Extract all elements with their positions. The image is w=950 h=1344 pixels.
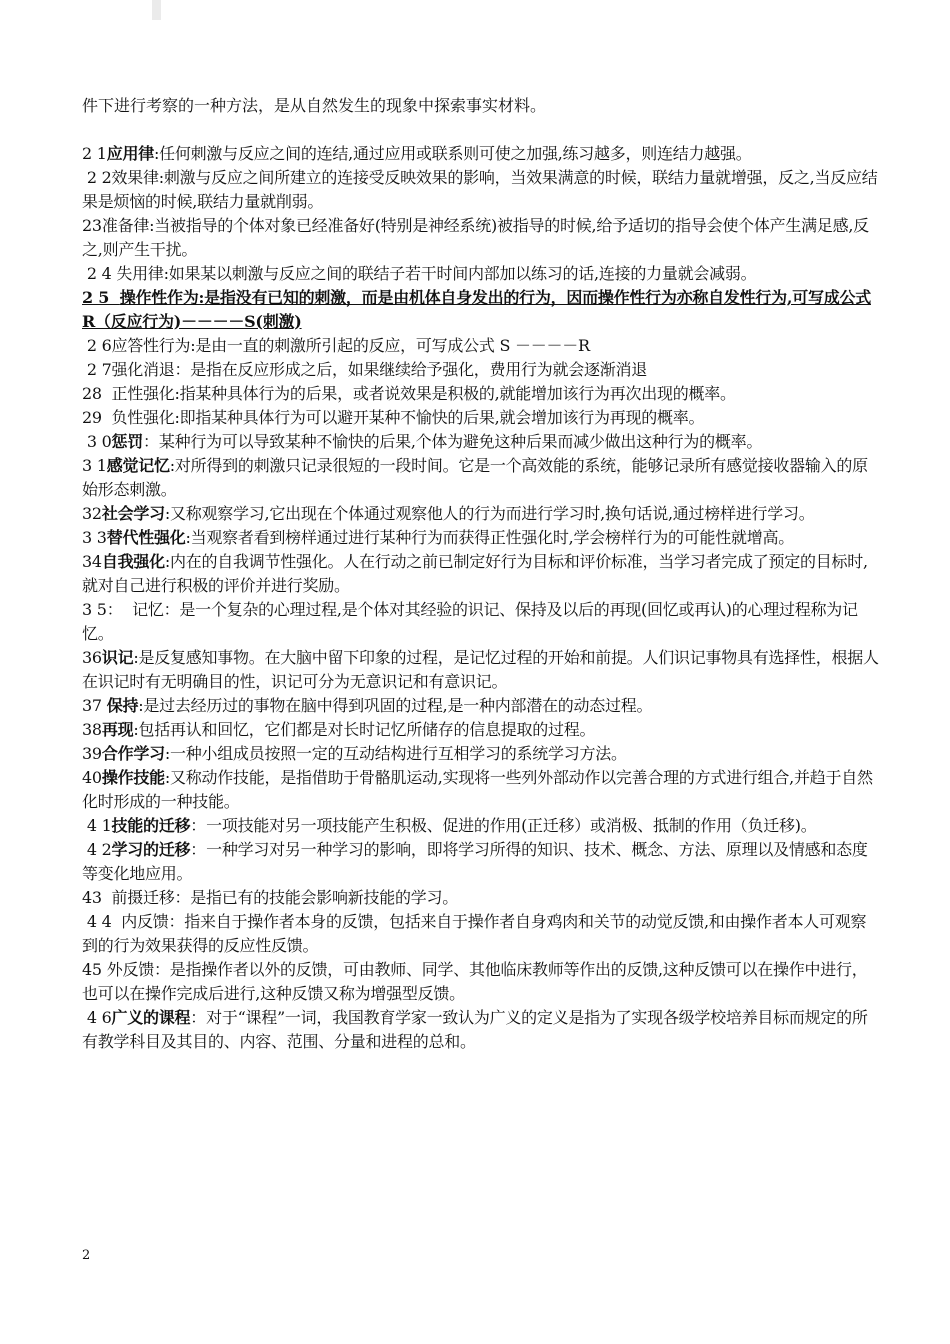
entry-separator: : bbox=[164, 768, 171, 787]
definition-list bbox=[82, 142, 882, 1054]
entry-definition: 内反馈：指来自于操作者本身的反馈，包括来自于操作者自身鸡肉和关节的动觉反馈,和由操作者本人可观察到的行为效果获得的反应性反馈。 bbox=[82, 912, 867, 955]
entry-number: 38 bbox=[82, 720, 102, 739]
entry-number: 2 6 bbox=[82, 336, 112, 355]
entry-number: 34 bbox=[82, 552, 102, 571]
entry-number: 23 bbox=[82, 216, 102, 235]
entry-number: 2 1 bbox=[82, 144, 107, 163]
definition-entry bbox=[82, 214, 882, 262]
definition-entry bbox=[82, 358, 882, 382]
entry-number: 3 0 bbox=[82, 432, 112, 451]
entry-definition: 对于“课程”一词，我国教育学家一致认为广义的定义是指为了实现各级学校培养目标而规定的所有教学科目及其目的、内容、范围、分量和进程的总和。 bbox=[82, 1008, 868, 1051]
entry-number: 4 6 bbox=[82, 1008, 112, 1027]
entry-definition: 记忆：是一个复杂的心理过程,是个体对其经验的识记、保持及以后的再现(回忆或再认)的心理过程称为记忆。 bbox=[82, 600, 858, 643]
entry-definition: 某种行为可以导致某种不愉快的后果,个体为避免这种后果而减少做出这种行为的概率。 bbox=[158, 432, 763, 451]
entry-definition: 是反复感知事物。在大脑中留下印象的过程，是记忆过程的开始和前提。人们识记事物具有选择性，根据人在识记时有无明确目的性，识记可分为无意识记和有意识记。 bbox=[82, 648, 879, 691]
definition-entry bbox=[82, 502, 882, 526]
entry-term: 惩罚 bbox=[111, 432, 144, 451]
definition-entry bbox=[82, 382, 882, 406]
entry-term: 操作技能 bbox=[101, 768, 165, 787]
entry-separator: : bbox=[164, 552, 171, 571]
entry-definition: 任何刺激与反应之间的连结,通过应用或联系则可使之加强,练习越多，则连结力越强。 bbox=[159, 144, 752, 163]
definition-entry bbox=[82, 1006, 882, 1054]
definition-entry bbox=[82, 166, 882, 214]
entry-separator: : bbox=[133, 648, 139, 667]
entry-number: 45 bbox=[82, 960, 107, 979]
entry-term: 操作性作为 bbox=[119, 288, 199, 307]
definition-entry bbox=[82, 454, 882, 502]
entry-term: 社会学习 bbox=[101, 504, 165, 523]
entry-definition: 负性强化:即指某种具体行为可以避开某种不愉快的后果,就会增加该行为再现的概率。 bbox=[111, 408, 705, 427]
entry-separator: ： bbox=[190, 840, 207, 859]
entry-separator: ： bbox=[190, 816, 207, 835]
definition-entry bbox=[82, 910, 882, 958]
entry-definition: 外反馈：是指操作者以外的反馈，可由教师、同学、其他临床教师等作出的反馈,这种反馈可以在操作中进行，也可以在操作完成后进行,这种反馈又称为增强型反馈。 bbox=[82, 960, 868, 1003]
definition-entry bbox=[82, 598, 882, 646]
entry-definition: 对所得到的刺激只记录很短的一段时间。它是一个高效能的系统，能够记录所有感觉接收器输入的原始形态刺激。 bbox=[82, 456, 868, 499]
entry-term: 识记 bbox=[101, 648, 134, 667]
entry-separator: : bbox=[185, 528, 191, 547]
definition-entry bbox=[82, 694, 882, 718]
definition-entry bbox=[82, 742, 882, 766]
entry-number: 2 5 bbox=[82, 288, 120, 307]
entry-number: 36 bbox=[82, 648, 102, 667]
entry-number: 4 2 bbox=[82, 840, 112, 859]
entry-number: 2 4 bbox=[82, 264, 117, 283]
entry-number: 2 2 bbox=[82, 168, 112, 187]
entry-term: 再现 bbox=[101, 720, 134, 739]
entry-definition: 一项技能对另一项技能产生积极、促进的作用(正迁移）或消极、抵制的作用（负迁移)。 bbox=[206, 816, 817, 835]
definition-entry bbox=[82, 262, 882, 286]
entry-definition: 强化消退：是指在反应形成之后，如果继续给予强化，费用行为就会逐渐消退 bbox=[111, 360, 648, 379]
entry-term: 合作学习 bbox=[101, 744, 165, 763]
definition-entry bbox=[82, 526, 882, 550]
entry-definition: 前摄迁移：是指已有的技能会影响新技能的学习。 bbox=[111, 888, 459, 907]
definition-entry bbox=[82, 766, 882, 814]
intro-paragraph: 件下进行考察的一种方法，是从自然发生的现象中探索事实材料。 bbox=[82, 96, 547, 115]
entry-definition: 又称动作技能，是指借助于骨骼肌运动,实现将一些列外部动作以完善合理的方式进行组合,并趋于自然化时形成的一种技能。 bbox=[82, 768, 873, 811]
definition-entry bbox=[82, 334, 882, 358]
entry-separator: ： bbox=[143, 432, 159, 451]
document-page bbox=[82, 94, 882, 1054]
entry-term: 替代性强化 bbox=[106, 528, 186, 547]
entry-definition: 当观察者看到榜样通过进行某种行为而获得正性强化时,学会榜样行为的可能性就增高。 bbox=[190, 528, 794, 547]
entry-term: 学习的迁移 bbox=[111, 840, 191, 859]
definition-entry bbox=[82, 886, 882, 910]
entry-definition: 应答性行为:是由一直的刺激所引起的反应，可写成公式 S －－－－R bbox=[111, 336, 590, 355]
entry-separator: : bbox=[153, 144, 160, 163]
definition-entry bbox=[82, 838, 882, 886]
entry-definition: 是过去经历过的事物在脑中得到巩固的过程,是一种内部潜在的动态过程。 bbox=[143, 696, 653, 715]
entry-number: 37 bbox=[82, 696, 107, 715]
entry-definition: 一种小组成员按照一定的互动结构进行互相学习的系统学习方法。 bbox=[170, 744, 627, 763]
entry-definition: 准备律:当被指导的个体对象已经准备好(特别是神经系统)被指导的时候,给予适切的指导会使个体产生满足感,反之,则产生干扰。 bbox=[82, 216, 869, 259]
entry-term: 应用律 bbox=[106, 144, 154, 163]
entry-number: 4 1 bbox=[82, 816, 112, 835]
entry-number: 29 bbox=[82, 408, 112, 427]
entry-number: 28 bbox=[82, 384, 112, 403]
definition-entry bbox=[82, 406, 882, 430]
definition-entry bbox=[82, 142, 882, 166]
entry-definition: 正性强化:指某种具体行为的后果，或者说效果是积极的,就能增加该行为再次出现的概率。 bbox=[111, 384, 736, 403]
entry-definition: 失用律:如果某以刺激与反应之间的联结子若干时间内部加以练习的话,连接的力量就会减弱。 bbox=[116, 264, 757, 283]
entry-separator: : bbox=[164, 744, 171, 763]
entry-number: 3 1 bbox=[82, 456, 107, 475]
entry-number: 3 5： bbox=[82, 600, 133, 619]
entry-term: 自我强化 bbox=[101, 552, 165, 571]
entry-separator: : bbox=[164, 504, 171, 523]
entry-number: 4 4 bbox=[82, 912, 122, 931]
definition-entry bbox=[82, 550, 882, 598]
entry-number: 3 3 bbox=[82, 528, 107, 547]
entry-number: 2 7 bbox=[82, 360, 112, 379]
entry-number: 39 bbox=[82, 744, 102, 763]
definition-entry bbox=[82, 430, 882, 454]
entry-number: 40 bbox=[82, 768, 102, 787]
page-number: 2 bbox=[82, 1248, 91, 1263]
entry-definition: 内在的自我调节性强化。人在行动之前已制定好行为目标和评价标准，当学习者完成了预定的目标时,就对自己进行积极的评价并进行奖励。 bbox=[82, 552, 868, 595]
entry-number: 43 bbox=[82, 888, 112, 907]
entry-separator: : bbox=[198, 288, 205, 307]
definition-entry bbox=[82, 958, 882, 1006]
corner-mark bbox=[152, 0, 161, 20]
entry-term: 技能的迁移 bbox=[111, 816, 191, 835]
entry-separator: ： bbox=[190, 1008, 207, 1027]
entry-term: 保持 bbox=[106, 696, 139, 715]
entry-separator: : bbox=[138, 696, 144, 715]
entry-definition: 一种学习对另一种学习的影响，即将学习所得的知识、技术、概念、方法、原理以及情感和态度等变化地应用。 bbox=[82, 840, 868, 883]
entry-term: 感觉记忆 bbox=[106, 456, 170, 475]
entry-definition: 是指没有已知的刺激，而是由机体自身发出的行为，因而操作性行为亦称自发性行为,可写成公式 R（反应行为)－－－－S(刺激) bbox=[82, 288, 871, 331]
entry-separator: : bbox=[169, 456, 175, 475]
definition-entry bbox=[82, 814, 882, 838]
definition-entry bbox=[82, 286, 882, 334]
entry-term: 广义的课程 bbox=[111, 1008, 191, 1027]
entry-separator: : bbox=[133, 720, 139, 739]
entry-definition: 又称观察学习,它出现在个体通过观察他人的行为而进行学习时,换句话说,通过榜样进行学习。 bbox=[170, 504, 815, 523]
entry-definition: 包括再认和回忆，它们都是对长时记忆所储存的信息提取的过程。 bbox=[138, 720, 596, 739]
definition-entry bbox=[82, 646, 882, 694]
definition-entry bbox=[82, 718, 882, 742]
entry-number: 32 bbox=[82, 504, 102, 523]
entry-definition: 效果律:刺激与反应之间所建立的连接受反映效果的影响，当效果满意的时候，联结力量就增强，反之,当反应结果是烦恼的时候,联结力量就削弱。 bbox=[82, 168, 878, 211]
